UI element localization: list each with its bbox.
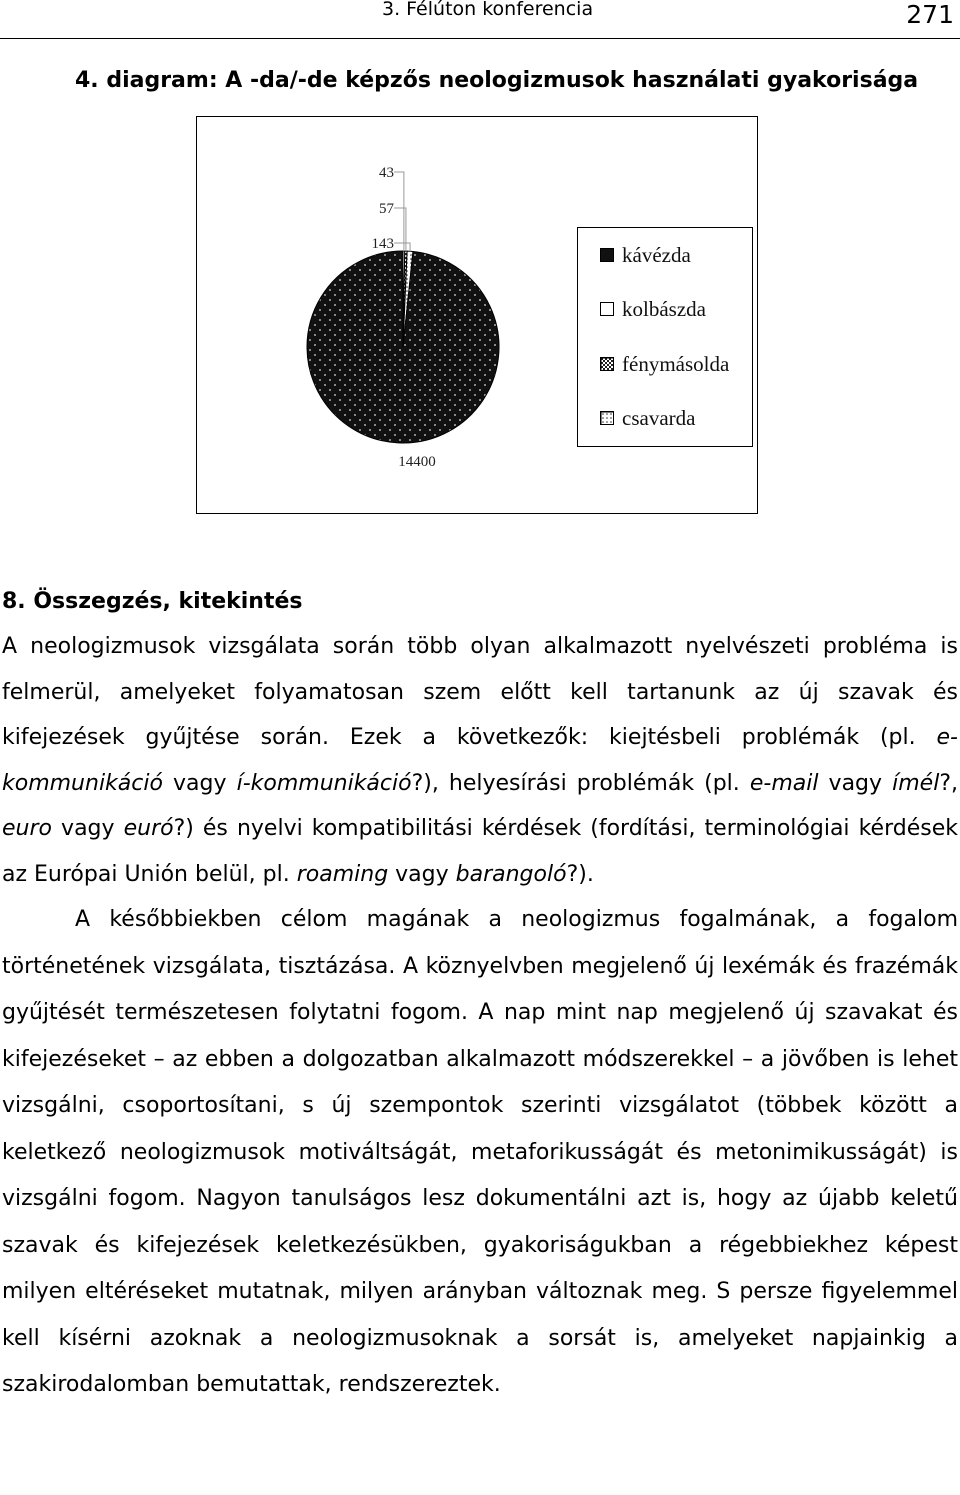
- p1-text-8: vagy: [388, 861, 456, 887]
- p1-term-6: euró: [123, 816, 174, 841]
- pie-slice-kavezda: [307, 251, 499, 443]
- legend-swatch-kolbaszda: [600, 302, 614, 316]
- data-label-csavarda: 143: [371, 236, 394, 252]
- legend-item-kolbaszda: [600, 294, 706, 324]
- p1-term-1: e-kommunikáció: [2, 725, 958, 796]
- p1-term-4: ímél: [892, 770, 940, 796]
- leader-line-csavarda: [394, 243, 410, 251]
- p1-term-5: euro: [2, 816, 52, 841]
- running-title: 3. Félúton konferencia: [382, 0, 594, 20]
- figure-caption: 4. diagram: A -da/-de képzős neologizmusok használati gyakorisága: [75, 68, 919, 93]
- p1-term-7: roaming: [296, 861, 389, 887]
- running-header: [0, 0, 960, 39]
- chart-legend: [577, 227, 753, 447]
- legend-swatch-kavezda: [600, 248, 614, 262]
- p1-text-9: ?).: [566, 861, 594, 887]
- p1-text-2: vagy: [162, 770, 237, 796]
- p1-text-4: vagy: [818, 770, 893, 796]
- legend-item-fenymasolda: [600, 349, 729, 379]
- p1-text-7: ?) és nyelvi kompatibilitási kérdések (fordítási, terminológiai kérdések az Európai Unión belül, pl.: [2, 816, 958, 887]
- section-heading: 8. Összegzés, kitekintés: [2, 589, 303, 614]
- p1-term-2: í-kommunikáció: [236, 770, 412, 796]
- page-number: 271: [906, 0, 954, 29]
- p1-term-3: e-mail: [749, 770, 819, 796]
- data-label-kavezda: 14400: [398, 454, 436, 470]
- legend-swatch-fenymasolda: [600, 357, 614, 371]
- legend-item-csavarda: [600, 403, 695, 433]
- p1-text-5: ?,: [939, 770, 958, 796]
- body-text: [2, 580, 958, 1409]
- data-label-kolbaszda: 43: [379, 165, 394, 181]
- p1-text-3: ?), helyesírási problémák (pl.: [411, 770, 750, 796]
- paragraph-1: [2, 624, 958, 897]
- p1-term-8: barangoló: [455, 861, 567, 887]
- leader-line-kolbaszda: [394, 172, 404, 251]
- p1-text-6: vagy: [51, 816, 124, 841]
- data-label-fenymasolda: 57: [379, 201, 394, 217]
- legend-label-fenymasolda: fénymásolda: [622, 351, 730, 376]
- legend-label-csavarda: csavarda: [622, 405, 696, 430]
- paragraph-2: A későbbiekben célom magának a neologizmus fogalmának, a fogalom történetének vizsgálata, tisztázása. A köznyelvben megjelenő új lexémák és frazémák gyűjtését természetesen folytatni fogom. A nap mint nap megjelenő új szavakat és kifejezéseket – az ebben a dolgozatban alkalmazott módszerekkel – a jövőben is lehet vizsgálni, csoportosítani, s új szempontok szerinti vizsgálatot (többek között a keletkező neologizmusok motiváltságát, metaforikusságát és metonimikusságát) is vizsgálni fogom. Nagyon tanulságos lesz dokumentálni azt is, hogy az újabb keletű szavak és kifejezések keletkezésükben, gyakoriságukban a régebbiekhez képest milyen eltéréseket mutatnak, milyen arányban változnak meg. S persze figyelemmel kell kísérni azoknak a neologizmusoknak a sorsát is, amelyeket napjainkig a szakirodalomban bemutattak, rendszereztek.: [2, 907, 958, 1397]
- pie-chart-frame: [196, 116, 758, 514]
- legend-label-kavezda: kávézda: [622, 242, 691, 267]
- p1-text-1: A neologizmusok vizsgálata során több olyan alkalmazott nyelvészeti probléma is felmerül, amelyeket folyamatosan szem előtt kell tartanunk az új szavak és kifejezések gyűjtése során. Ezek a következők: kiejtésbeli problémák (pl.: [2, 634, 958, 750]
- legend-item-kavezda: [600, 240, 691, 270]
- legend-swatch-csavarda: [600, 411, 614, 425]
- legend-label-kolbaszda: kolbászda: [622, 296, 706, 321]
